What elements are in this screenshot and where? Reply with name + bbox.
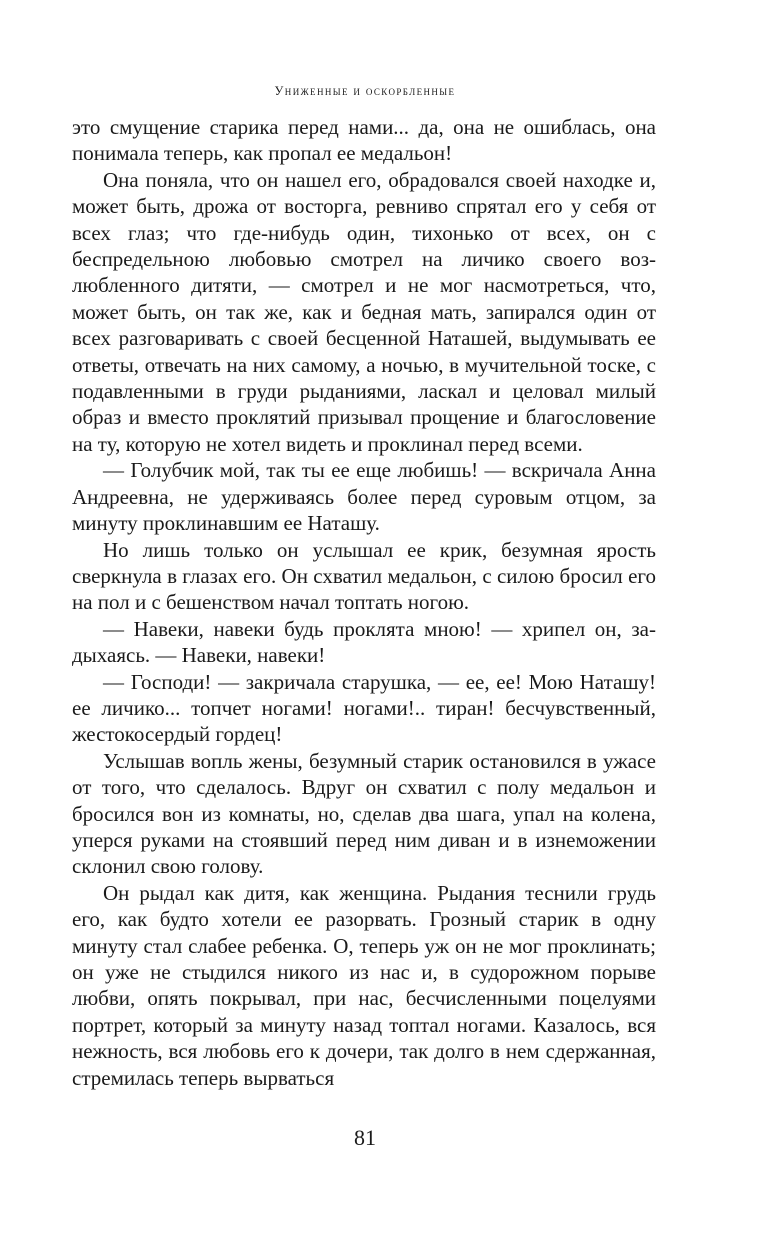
- paragraph-8: Он рыдал как дитя, как женщина. Рыдания теснили грудь его, как будто хотели ее разорвать. Грозный старик в одну минуту стал слабее ребенка. О, теперь уж он не мог проклинать; он уже не стыдился никого из нас и, в судорожном порыве любви, опять покрывал, при нас, бесчисленными поцелуями портрет, который за минуту назад топтал ногами. Казалось, вся нежность, вся любовь его к дочери, так долго в нем сдержанная, стремилась теперь вырваться: [72, 880, 656, 1090]
- paragraph-5: — Навеки, навеки будь проклята мною! — хрипел он, задыхаясь. — Навеки, навеки!: [72, 616, 656, 668]
- paragraph-6: — Господи! — закричала старушка, — ее, ее! Мою Наташу! ее личико... топчет ногами! ногами!.. тиран! бесчувственный, жестокосердый гордец!: [72, 669, 656, 747]
- paragraph-2: Она поняла, что он нашел его, обрадовался своей находке и, может быть, дрожа от восторга, ревниво спрятал его у себя от всех глаз; что где-нибудь один, тихонько от всех, он с беспредельною любовью смотрел на личико своего возлюбленного дитяти, — смотрел и не мог насмотреться, что, может быть, он так же, как и бедная мать, запирался один от всех разговаривать с своей бесценной Наташей, выдумывать ее ответы, отвечать на них самому, а ночью, в мучительной тоске, с подавленными в груди рыданиями, ласкал и целовал милый образ и вместо проклятий призывал прощение и благословение на ту, которую не хотел видеть и проклинал перед всеми.: [72, 167, 656, 456]
- body-text: [72, 114, 656, 1091]
- paragraph-4: Но лишь только он услышал ее крик, безумная ярость сверкнула в глазах его. Он схватил медальон, с силою бросил его на пол и с бешенством начал топтать ногою.: [72, 537, 656, 615]
- page-number: 81: [354, 1125, 376, 1150]
- running-header: Униженные и оскорбленные: [274, 84, 456, 98]
- paragraph-1: это смущение старика перед нами... да, она не ошиблась, она понимала теперь, как пропал ее медальон!: [72, 115, 656, 166]
- paragraph-7: Услышав вопль жены, безумный старик остановился в ужасе от того, что сделалось. Вдруг он схватил с полу медальон и бросился вон из комнаты, но, сделав два шага, упал на колена, уперся руками на стоявший перед ним диван и в изнеможении склонил свою голову.: [72, 748, 656, 879]
- paragraph-3: — Голубчик мой, так ты ее еще любишь! — вскричала Анна Андреевна, не удерживаясь более перед суровым отцом, за минуту проклинавшим ее Наташу.: [72, 458, 656, 536]
